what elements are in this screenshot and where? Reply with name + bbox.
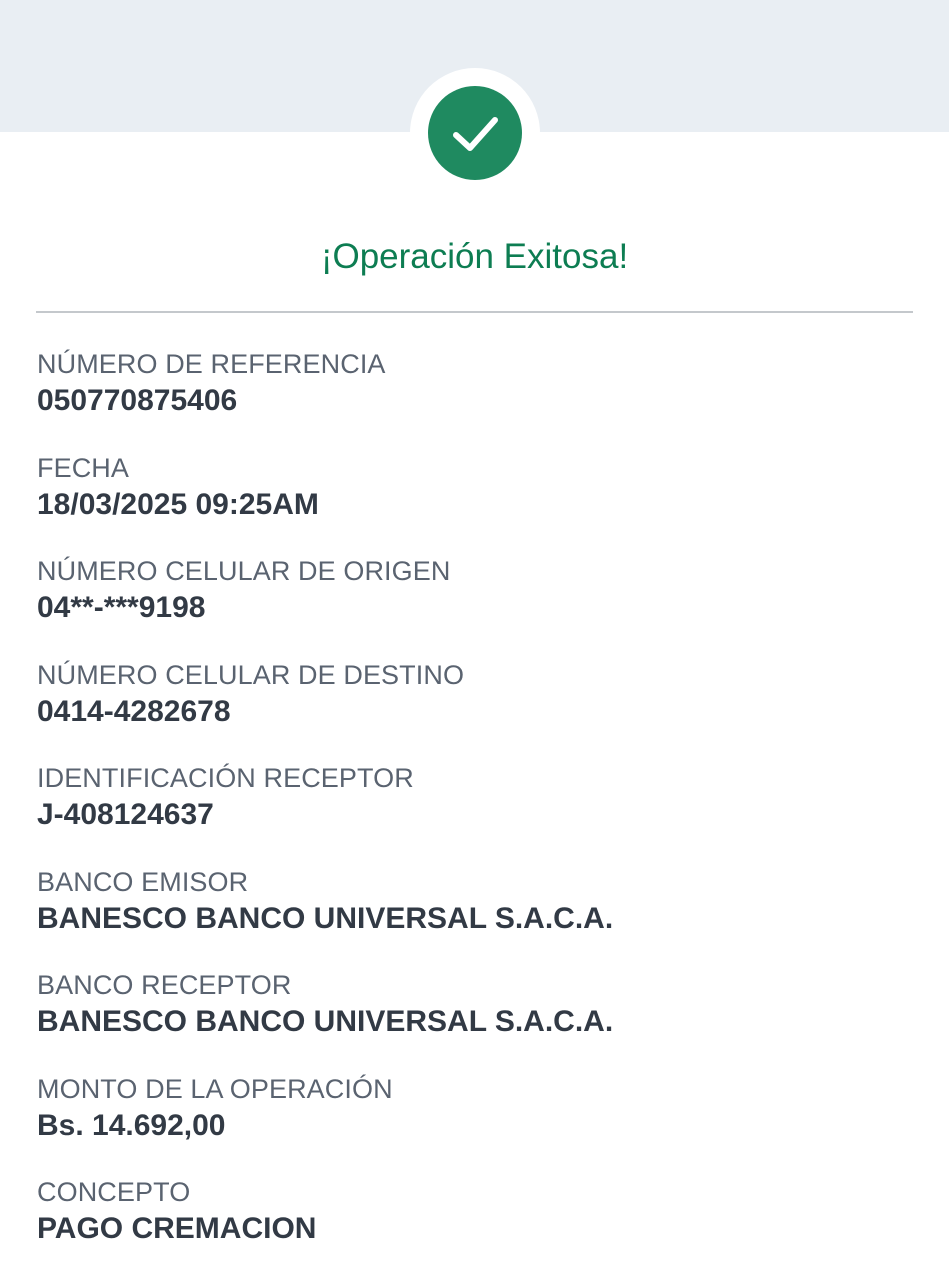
detail-value: 04**-***9198	[37, 591, 206, 624]
detail-date	[37, 450, 913, 554]
detail-value: 0414-4282678	[37, 694, 231, 728]
detail-label: FECHA	[37, 452, 130, 483]
detail-label: NÚMERO CELULAR DE ORIGEN	[37, 556, 451, 586]
detail-value: BANESCO BANCO UNIVERSAL S.A.C.A.	[37, 1005, 614, 1038]
transaction-details	[37, 346, 913, 1278]
checkmark-circle-icon	[428, 86, 522, 180]
detail-label: CONCEPTO	[37, 1177, 191, 1207]
detail-receiving-bank	[37, 967, 913, 1071]
detail-label: NÚMERO DE REFERENCIA	[37, 349, 386, 379]
detail-label: BANCO RECEPTOR	[37, 970, 292, 1000]
detail-value: PAGO CREMACION	[37, 1212, 317, 1245]
checkmark-icon	[443, 101, 507, 165]
detail-label: BANCO EMISOR	[37, 866, 249, 897]
detail-label: NÚMERO CELULAR DE DESTINO	[37, 659, 465, 690]
detail-label: IDENTIFICACIÓN RECEPTOR	[37, 763, 414, 793]
detail-value: 18/03/2025 09:25AM	[37, 487, 319, 521]
detail-value: 050770875406	[37, 384, 238, 417]
detail-issuing-bank	[37, 864, 913, 968]
detail-amount	[37, 1071, 913, 1175]
success-title: ¡Operación Exitosa!	[320, 237, 629, 276]
detail-receiver-id	[37, 760, 913, 864]
divider	[36, 311, 913, 313]
detail-reference-number	[37, 346, 913, 450]
detail-value: Bs. 14.692,00	[37, 1108, 226, 1142]
detail-concept	[37, 1174, 913, 1278]
detail-label: MONTO DE LA OPERACIÓN	[37, 1073, 393, 1104]
detail-value: BANESCO BANCO UNIVERSAL S.A.C.A.	[37, 901, 614, 935]
detail-value: J-408124637	[37, 798, 214, 831]
success-badge	[410, 68, 540, 198]
detail-destination-phone	[37, 657, 913, 761]
detail-origin-phone	[37, 553, 913, 657]
